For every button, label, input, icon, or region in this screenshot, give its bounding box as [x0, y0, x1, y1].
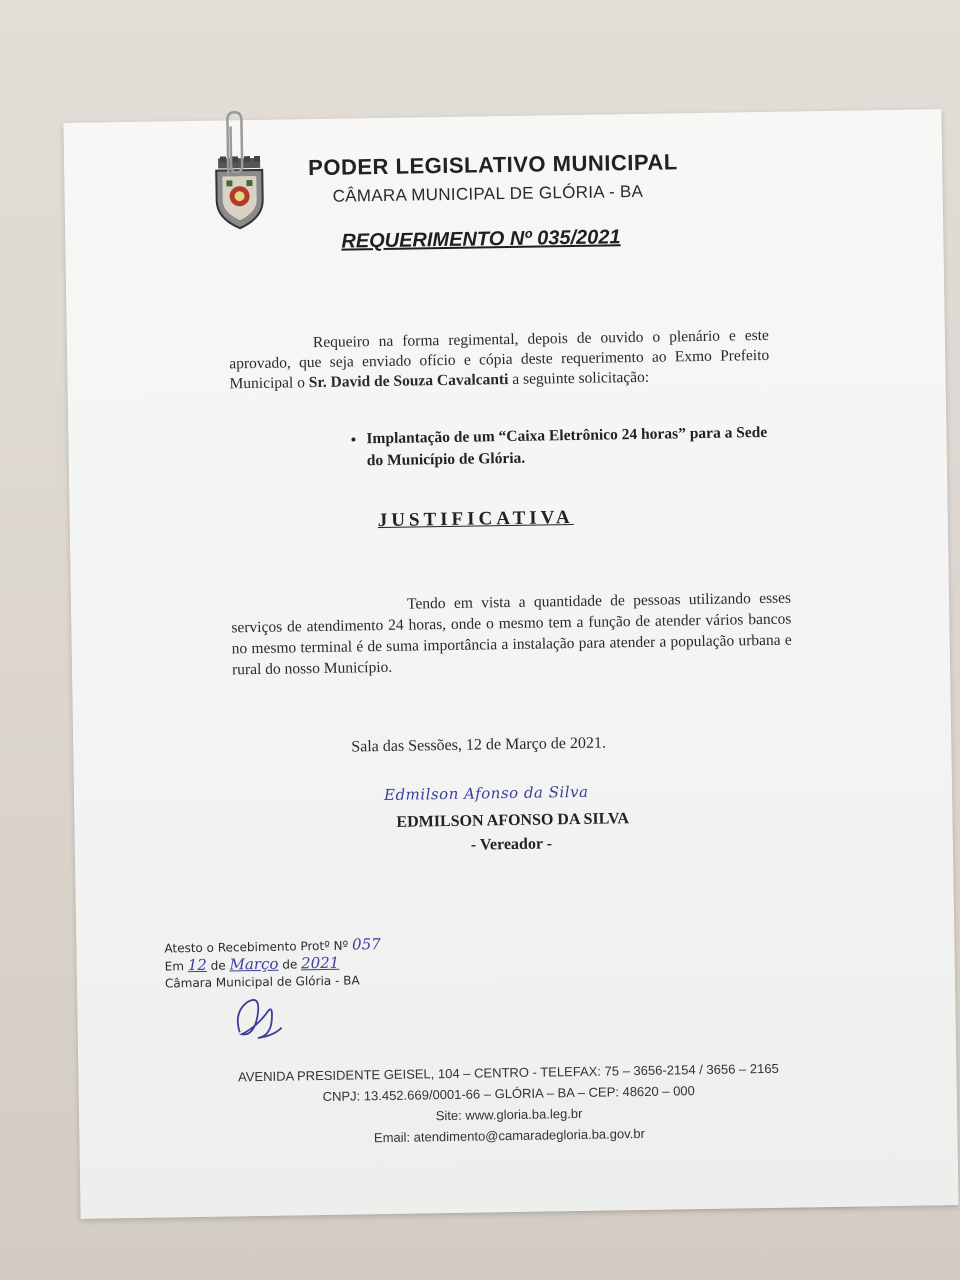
footer-site: Site: www.gloria.ba.leg.br [435, 1105, 583, 1124]
signature-handwriting: Edmilson Afonso da Silva [383, 782, 589, 805]
document-page [63, 109, 958, 1219]
stamp-protocol-number: 057 [351, 935, 381, 954]
stamp-de-label-1: de [210, 958, 226, 973]
date-line: Sala das Sessões, 12 de Março de 2021. [351, 734, 607, 756]
document-title: REQUERIMENTO Nº 035/2021 [341, 226, 621, 253]
stamp-protocol-label: Atesto o Recebimento Protº Nº [164, 938, 349, 956]
signer-name: EDMILSON AFONSO DA SILVA [396, 810, 630, 831]
stamp-em-label: Em [164, 959, 185, 974]
stamp-year: 2021 [300, 953, 340, 973]
list-item: • Implantação de um “Caixa Eletrônico 24 horas” para a Sede do Município de Glória. [366, 422, 775, 472]
footer-contact [208, 1057, 809, 1150]
request-text-start: Requeiro na forma regimental, depois de ouvido o plenário e este aprovado, que seja enviado ofício e cópia deste requerimento ao Exmo Prefeito Municipal o [229, 326, 770, 393]
stamp-initials-scribble [227, 992, 288, 1043]
header-title: PODER LEGISLATIVO MUNICIPAL [307, 149, 678, 181]
header-subtitle: CÂMARA MUNICIPAL DE GLÓRIA - BA [332, 181, 644, 206]
stamp-month: Março [229, 954, 279, 974]
stamp-day: 12 [187, 955, 208, 975]
request-text-end: a seguinte solicitação: [508, 368, 650, 389]
mayor-name: Sr. David de Souza Cavalcanti [308, 371, 509, 392]
justification-text: Tendo em vista a quantidade de pessoas utilizando esses serviços de atendimento 24 horas, onde o mesmo tem a função de atender vários bancos no mesmo terminal é de suma importância a instalação para atender a população urbana e rural do nosso Município. [231, 589, 792, 679]
paper-clip-icon [219, 110, 250, 178]
stamp-de-label-2: de [282, 957, 298, 972]
justification-heading: JUSTIFICATIVA [377, 506, 574, 532]
stamp-line-3: Câmara Municipal de Glória - BA [164, 973, 360, 991]
request-items [344, 422, 775, 473]
receipt-stamp [164, 936, 381, 992]
footer-email: Email: atendimento@camaradegloria.ba.gov.br [373, 1125, 645, 1146]
justification-paragraph [231, 588, 792, 681]
signer-role: - Vereador - [470, 835, 553, 854]
request-paragraph [229, 326, 770, 394]
footer-address: AVENIDA PRESIDENTE GEISEL, 104 – CENTRO - TELEFAX: 75 – 3656-2154 / 3656 – 2165 [237, 1060, 779, 1085]
footer-cnpj: CNPJ: 13.452.669/0001-66 – GLÓRIA – BA – CEP: 48620 – 000 [322, 1083, 695, 1105]
